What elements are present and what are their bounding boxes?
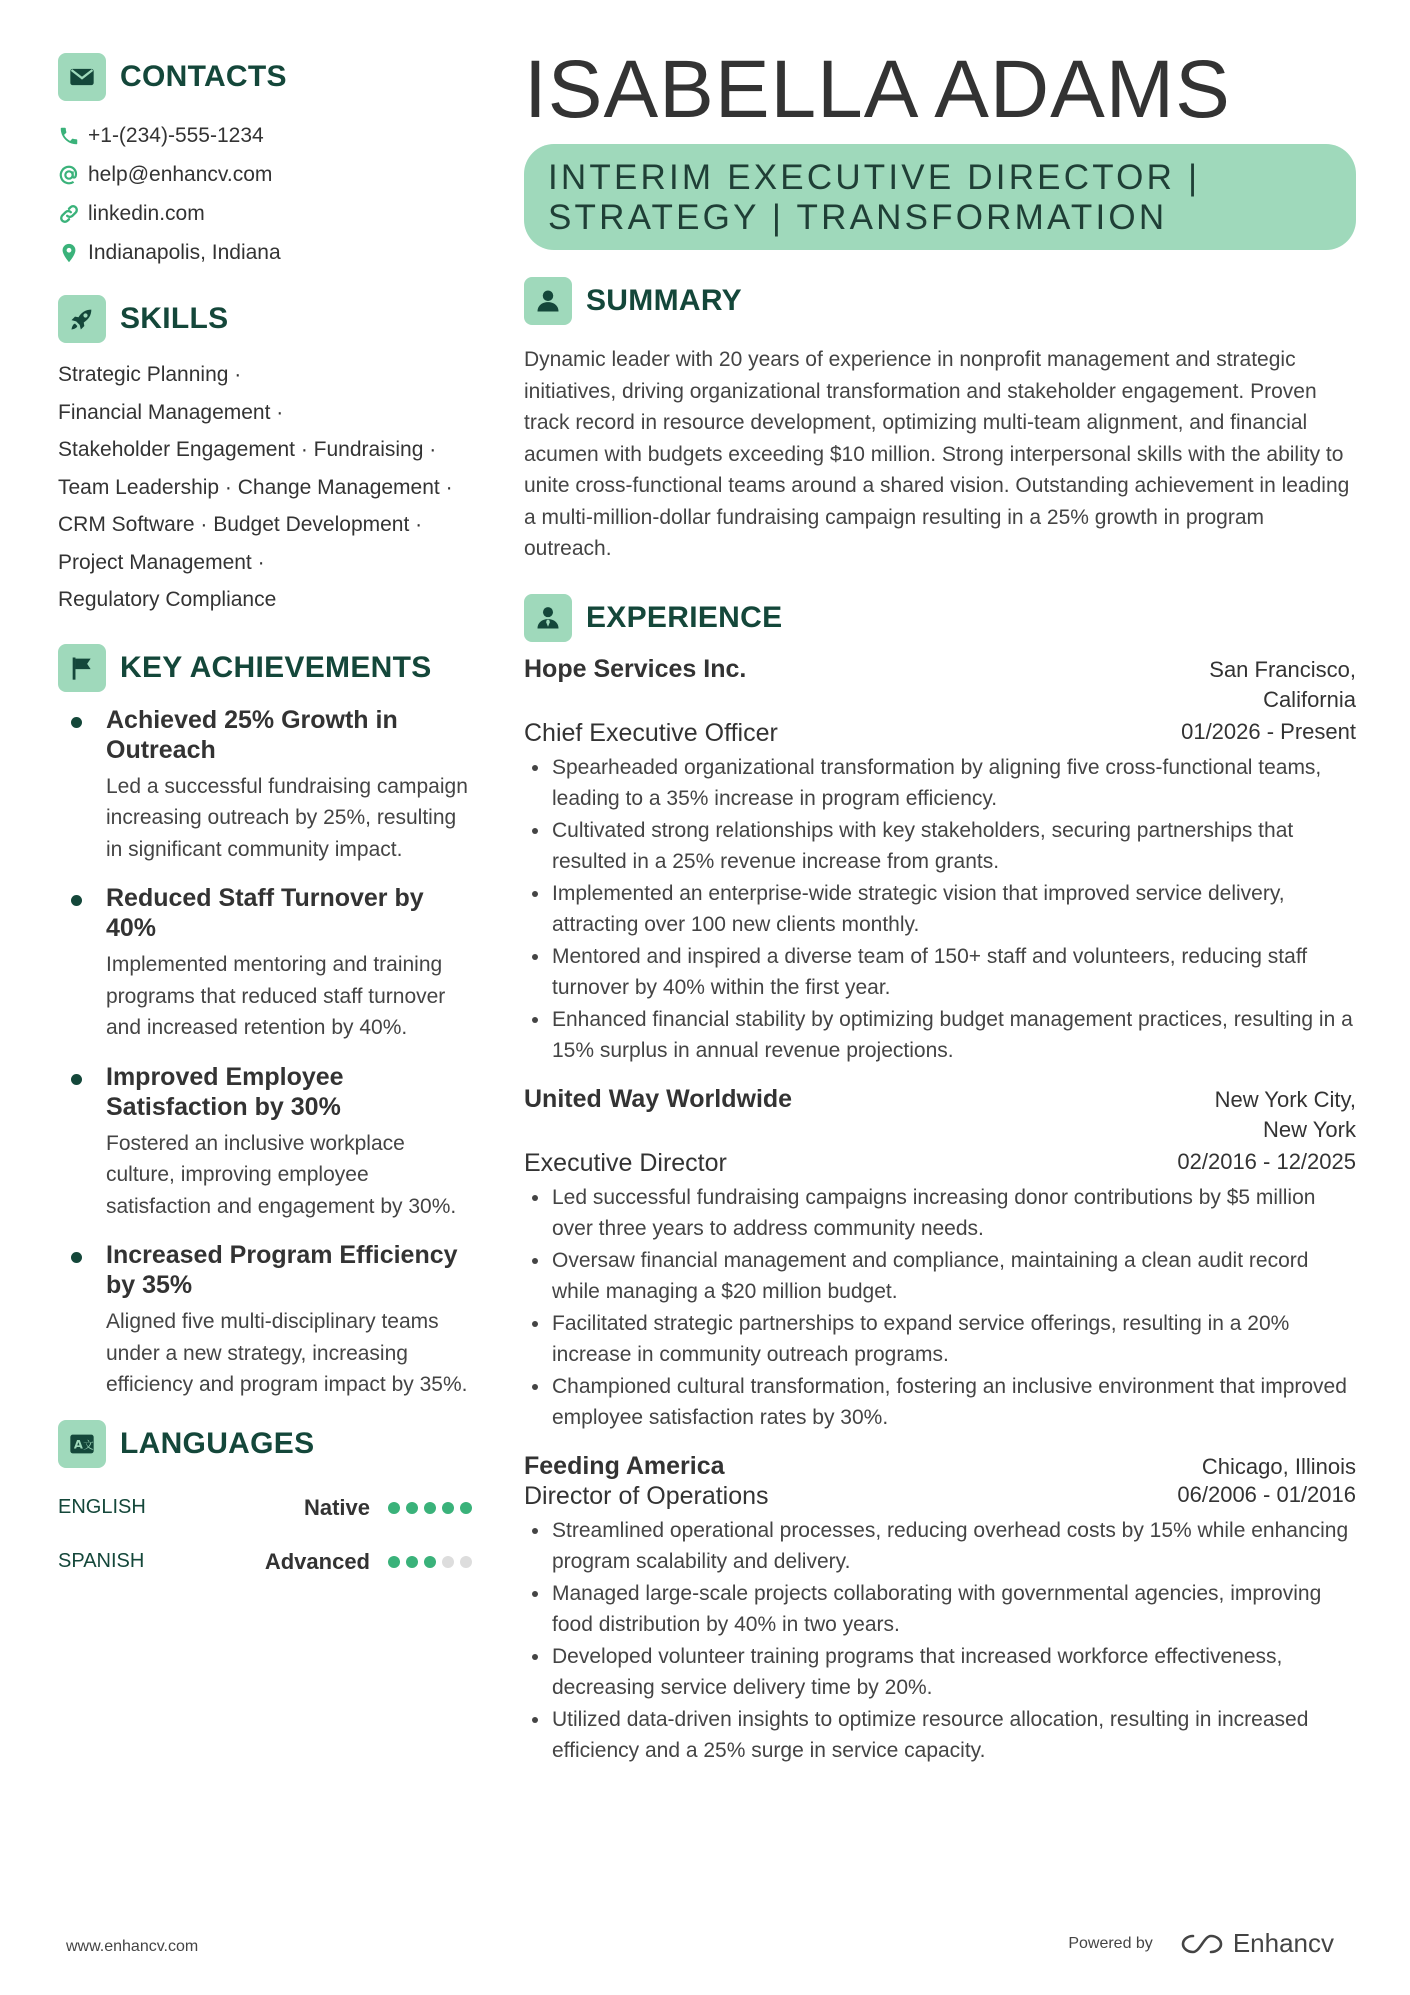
rating-dot-filled [424,1502,436,1514]
achievement-desc: Aligned five multi-disciplinary teams under a new strategy, increasing efficiency and program impact by 35%. [106,1310,468,1396]
user-icon [524,277,572,325]
job-bullet: Facilitated strategic partnerships to expand service offerings, resulting in a 20% increase in community outreach programs. [524,1308,1356,1371]
svg-text:A: A [73,1437,83,1452]
languages-list [58,1481,478,1589]
language-level: Native [303,1494,370,1520]
rating-dot-filled [388,1502,400,1514]
job-bullet: Utilized data-driven insights to optimize resource allocation, resulting in increased efficiency and a 25% surge in service capacity. [524,1704,1356,1767]
summary-section [524,276,1356,565]
rating-dot-filled [442,1502,454,1514]
summary-title: SUMMARY [586,284,742,317]
skills-list [58,356,478,619]
bullet-dot [71,1252,82,1263]
summary-header [524,276,1356,326]
briefcase-user-icon [524,594,572,642]
language-level: Advanced [264,1548,370,1574]
footer-website[interactable]: www.enhancv.com [66,1938,199,1955]
job-location-line: New York City, [1214,1086,1356,1112]
skill-line: Project Management · [58,550,265,574]
skill-line: Strategic Planning · [58,363,242,386]
brand-logo[interactable] [1179,1928,1334,1959]
job-bullet: Oversaw financial management and compliance, maintaining a clean audit record while managing a $20 million budget. [524,1245,1356,1308]
languages-header [58,1419,478,1469]
rating-dot-empty [442,1556,454,1568]
right-column [524,40,1356,1767]
job-bullet: Streamlined operational processes, reducing overhead costs by 15% while enhancing program scalability and delivery. [524,1515,1356,1578]
rating-dot-filled [406,1556,418,1568]
experience-header [524,593,1356,643]
achievement-desc: Fostered an inclusive workplace culture, improving employee satisfaction and engagement by 30%. [106,1131,457,1218]
skills-title: SKILLS [120,302,229,335]
company-name: United Way Worldwide [524,1084,793,1113]
map-pin-icon [58,242,80,264]
candidate-name: ISABELLA ADAMS [524,44,1231,135]
achievements-title: KEY ACHIEVEMENTS [120,650,432,684]
job-bullet: Mentored and inspired a diverse team of 150+ staff and volunteers, reducing staff turnover by 40% within the first year. [524,941,1356,1004]
job-location [1215,1085,1356,1145]
job-bullets [524,1515,1356,1767]
achievement-desc: Led a successful fundraising campaign increasing outreach by 25%, resulting in significant community impact. [106,774,468,861]
contacts-title: CONTACTS [120,60,287,93]
job-entry [524,1452,1356,1767]
language-rating [388,1556,478,1568]
link-icon [58,203,80,225]
job-location [1209,655,1356,715]
brand-name: Enhancv [1232,1928,1334,1958]
contact-email-text: help@enhancv.com [88,162,273,186]
language-rating [388,1502,478,1514]
achievement-title: Improved Employee Satisfaction by 30% [106,1062,344,1121]
rating-dot-empty [460,1556,472,1568]
language-row [58,1481,478,1535]
skill-line: CRM Software · Budget Development · [58,513,423,536]
job-bullet: Led successful fundraising campaigns increasing donor contributions by $5 million over three years to address community needs. [524,1182,1356,1245]
contact-phone[interactable] [58,116,478,155]
languages-title: LANGUAGES [120,1426,315,1460]
contact-location [58,233,478,272]
contact-link-text: linkedin.com [88,201,205,225]
job-role: Executive Director [524,1148,727,1177]
contact-location-text: Indianapolis, Indiana [88,240,281,264]
phone-icon [58,125,80,147]
experience-title: EXPERIENCE [586,600,783,634]
bullet-dot [71,895,82,906]
rating-dot-filled [388,1556,400,1568]
job-role: Chief Executive Officer [524,718,778,747]
job-title-line: STRATEGY | TRANSFORMATION [548,198,1168,237]
bullet-dot [71,717,82,728]
rating-dot-filled [460,1502,472,1514]
job-bullet: Implemented an enterprise-wide strategic vision that improved service delivery, attracting over 100 new clients monthly. [524,878,1356,941]
bullet-dot [71,1074,82,1085]
achievement-title: Reduced Staff Turnover by 40% [106,884,424,942]
achievement-item [58,883,478,1044]
job-dates: 06/2006 - 01/2016 [1177,1481,1356,1507]
company-name: Feeding America [524,1451,725,1480]
job-bullet: Managed large-scale projects collaborating with governmental agencies, improving food distribution by 40% in two years. [524,1578,1356,1641]
summary-text: Dynamic leader with 20 years of experience in nonprofit management and strategic initiatives, driving organizational transformation and stakeholder engagement. Proven track record in resource development, optimizing multi-team alignment, and financial acumen with budgets exceeding $10 million. Strong interpersonal skills with the ability to unite cross-functional teams around a shared vision. Outstanding achievement in leading a multi-million-dollar fundraising campaign resulting in a 25% growth in program outreach. [524,348,1350,560]
achievements-list [58,705,478,1401]
job-bullet: Enhanced financial stability by optimizing budget management practices, resulting in a 15% surplus in annual revenue projections. [524,1004,1356,1067]
job-location-line: California [1263,686,1356,712]
envelope-icon [58,53,106,101]
job-bullet: Developed volunteer training programs that increased workforce effectiveness, decreasing service delivery time by 20%. [524,1641,1356,1704]
footer-branding [1068,1928,1334,1959]
achievement-item [58,1062,478,1223]
powered-by-label: Powered by [1068,1934,1153,1952]
enhancv-logo-icon [1179,1931,1225,1957]
rating-dot-filled [424,1556,436,1568]
job-location-line: San Francisco, [1209,656,1356,682]
job-location-line: New York [1263,1116,1356,1142]
achievement-item [58,1240,478,1401]
achievement-item [58,705,478,866]
achievement-title: Increased Program Efficiency by 35% [106,1241,458,1299]
contact-email[interactable] [58,155,478,194]
job-role: Director of Operations [524,1481,769,1510]
job-bullet: Spearheaded organizational transformation by aligning five cross-functional teams, leading to a 35% increase in program efficiency. [524,752,1356,815]
flag-icon [58,644,106,692]
rocket-icon [58,295,106,343]
job-location-line: Chicago, Illinois [1201,1453,1356,1479]
job-dates: 02/2016 - 12/2025 [1177,1148,1356,1174]
job-location [1202,1452,1356,1482]
job-bullet: Championed cultural transformation, fostering an inclusive environment that improved employee satisfaction rates by 30%. [524,1371,1356,1434]
contacts-list [58,116,478,272]
job-entry [524,655,1356,1067]
achievements-header [58,643,478,693]
experience-section [524,593,1356,1767]
achievement-desc: Implemented mentoring and training programs that reduced staff turnover and increased retention by 40%. [106,953,446,1039]
job-title-line: INTERIM EXECUTIVE DIRECTOR | [548,158,1201,197]
skill-line: Financial Management · [58,400,284,424]
skill-line: Stakeholder Engagement · Fundraising · [58,438,437,461]
job-bullet: Cultivated strong relationships with key stakeholders, securing partnerships that resulted in a 25% revenue increase from grants. [524,815,1356,878]
rating-dot-filled [406,1502,418,1514]
contact-phone-text: +1-(234)-555-1234 [88,123,264,147]
left-column [58,52,478,1589]
skills-header [58,294,478,344]
translate-icon [58,1420,106,1468]
skill-line: Regulatory Compliance [58,588,277,611]
contacts-header [58,52,478,102]
achievement-title: Achieved 25% Growth in Outreach [106,705,398,764]
company-name: Hope Services Inc. [524,654,747,683]
language-row [58,1535,478,1589]
job-entry [524,1085,1356,1434]
language-name: SPANISH [58,1550,145,1572]
skill-line: Team Leadership · Change Management · [58,475,453,499]
at-icon [58,164,80,186]
job-bullets [524,1182,1356,1434]
job-title-banner [524,144,1356,250]
job-dates: 01/2026 - Present [1181,718,1356,744]
contact-link[interactable] [58,194,478,233]
svg-text:文: 文 [83,1439,94,1452]
language-name: ENGLISH [58,1496,146,1518]
job-bullets [524,752,1356,1067]
